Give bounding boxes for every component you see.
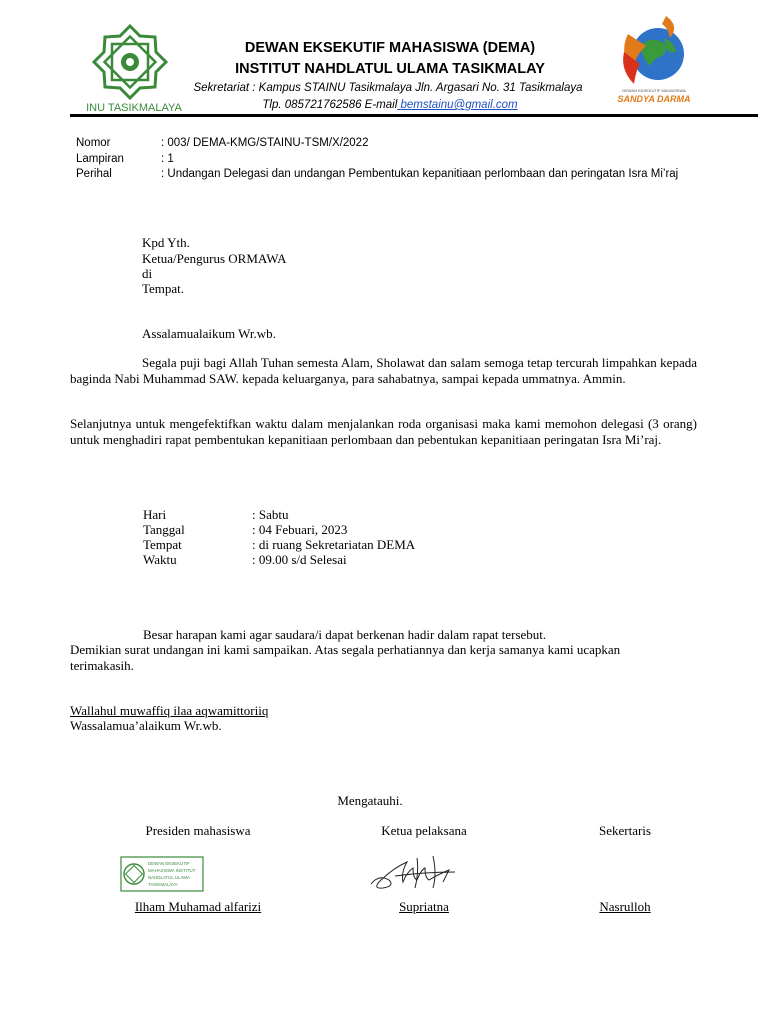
role-president: Presiden mahasiswa — [145, 823, 251, 838]
letterhead-divider — [70, 114, 758, 117]
svg-text:DEWAN EKSEKUTIF MAHASISWA: DEWAN EKSEKUTIF MAHASISWA — [622, 88, 686, 93]
closing-wallahul: Wallahul muwaffiq ilaa aqwamittoriiq — [70, 703, 269, 718]
recipient-line2: Ketua/Pengurus ORMAWA — [142, 251, 287, 266]
lampiran-label: Lampiran — [76, 153, 124, 165]
perihal-value: : Undangan Delegasi dan undangan Pembentukan kepanitiaan perlombaan dan peringatan Isra Mi’raj — [161, 168, 679, 180]
detail-hari-value: : Sabtu — [252, 507, 289, 522]
detail-hari-label: Hari — [143, 507, 167, 522]
svg-text:INU TASIKMALAYA: INU TASIKMALAYA — [86, 102, 182, 114]
recipient-line3: di — [142, 266, 153, 281]
perihal-label: Perihal — [76, 168, 112, 180]
handwritten-signature — [365, 850, 475, 895]
org-title-line1: DEWAN EKSEKUTIF MAHASISWA (DEMA) — [244, 40, 536, 56]
svg-text:DEWAN EKSEKUTIF: DEWAN EKSEKUTIF — [148, 861, 190, 866]
svg-text:SANDYA DARMA: SANDYA DARMA — [617, 94, 691, 104]
greeting: Assalamualaikum Wr.wb. — [142, 326, 276, 341]
paragraph-2: Selanjutnya untuk mengefektifkan waktu dalam menjalankan roda organisasi maka kami memohon delegasi (3 orang) untuk menghadiri rapat pembentukan kepanitiaan perlombaan dan pebentukan kepanitiaan peringatan Isra Mi’raj. — [70, 416, 697, 447]
recipient-line4: Tempat. — [142, 281, 185, 296]
svg-text:TASIKMALAYA: TASIKMALAYA — [148, 882, 178, 887]
email-link[interactable]: bemstainu@gmail.com — [397, 99, 518, 111]
detail-waktu-label: Waktu — [143, 552, 177, 567]
org-address: Sekretariat : Kampus STAINU Tasikmalaya Jln. Argasari No. 31 Tasikmalaya — [193, 82, 583, 94]
contact-phone: Tlp. 085721762586 E-mail — [262, 99, 398, 111]
closing-hope: Besar harapan kami agar saudara/i dapat berkenan hadir dalam rapat tersebut. — [143, 627, 547, 642]
name-secretary: Nasrulloh — [599, 899, 651, 914]
name-chair: Supriatna — [399, 899, 449, 914]
svg-text:MAHASISWA INSTITUT: MAHASISWA INSTITUT — [148, 868, 196, 873]
nomor-label: Nomor — [76, 137, 111, 149]
detail-tanggal-value: : 04 Febuari, 2023 — [252, 522, 348, 537]
paragraph-1: Segala puji bagi Allah Tuhan semesta Alam, Sholawat dan salam semoga tetap tercurah limpahkan kepada baginda Nabi Muhammad SAW. kepada keluarganya, para sahabatnya, sampai kepada ummatnya. Ammin. — [70, 355, 697, 386]
signature-heading: Mengatauhi. — [337, 793, 403, 808]
role-chair: Ketua pelaksana — [381, 823, 467, 838]
role-secretary: Sekertaris — [599, 823, 651, 838]
sandya-darma-logo — [606, 12, 702, 108]
lampiran-value: : 1 — [161, 153, 174, 165]
svg-text:NAHDLATUL ULAMA: NAHDLATUL ULAMA — [148, 875, 190, 880]
org-title-line2: INSTITUT NAHDLATUL ULAMA TASIKMALAY — [235, 61, 545, 77]
closing-thanks: Demikian surat undangan ini kami sampaikan. Atas segala perhatiannya dan kerja samanya kami ucapkan terimakasih. — [70, 642, 621, 673]
name-president: Ilham Muhamad alfarizi — [134, 899, 262, 914]
org-contact — [170, 99, 610, 111]
detail-tanggal-label: Tanggal — [143, 522, 185, 537]
dema-stamp — [120, 856, 204, 892]
detail-waktu-value: : 09.00 s/d Selesai — [252, 552, 347, 567]
detail-tempat-value: : di ruang Sekretariatan DEMA — [252, 537, 416, 552]
detail-tempat-label: Tempat — [143, 537, 182, 552]
nomor-value: : 003/ DEMA-KMG/STAINU-TSM/X/2022 — [161, 137, 369, 149]
closing-wassalam: Wassalamua’alaikum Wr.wb. — [70, 718, 222, 733]
recipient-line1: Kpd Yth. — [142, 235, 190, 250]
